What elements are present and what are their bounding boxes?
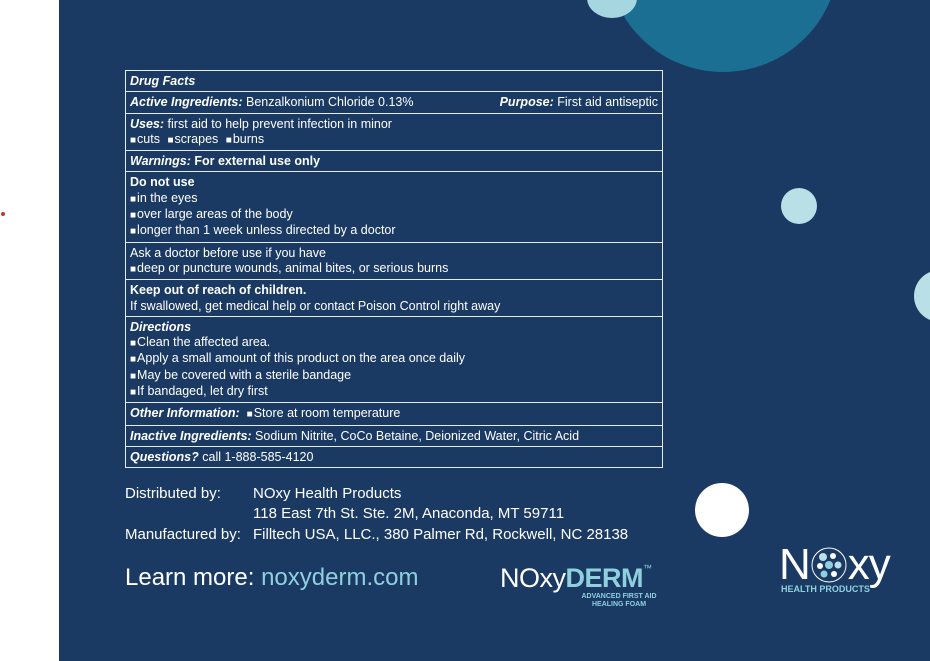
learn-more-label: Learn more:: [125, 564, 255, 591]
ask-doctor-row: [126, 243, 662, 281]
distributed-label: Distributed by:: [125, 485, 221, 502]
warnings-row: [126, 151, 662, 172]
questions-value: call 1-888-585-4120: [202, 449, 314, 464]
directions-item: ■ May be covered with a sterile bandage: [130, 368, 658, 384]
questions-row: [126, 447, 662, 467]
keep-out-text: If swallowed, get medical help or contact Poison Control right away: [130, 298, 501, 313]
decorative-circle-small: [781, 188, 817, 224]
inactive-row: [126, 426, 662, 447]
uses-item: ■ burns: [226, 132, 264, 146]
keep-out-row: [126, 280, 662, 317]
ask-doctor-title: Ask a doctor before use if you have: [130, 245, 326, 260]
do-not-use-item: ■ in the eyes: [130, 191, 658, 207]
drug-facts-table: [125, 70, 663, 468]
decorative-circle-edge: [914, 270, 930, 322]
red-dot-marker: [1, 212, 5, 216]
warnings-label: Warnings:: [130, 154, 191, 169]
uses-item: ■ cuts: [130, 132, 160, 146]
directions-item: ■ Apply a small amount of this product on the area once daily: [130, 351, 658, 367]
distributed-address: 118 East 7th St. Ste. 2M, Anaconda, MT 59711: [253, 505, 565, 522]
brand-trademark: ™: [643, 563, 652, 573]
other-label: Other Information:: [130, 406, 240, 421]
ask-doctor-item: ■ deep or puncture wounds, animal bites, or serious burns: [130, 261, 658, 277]
directions-title: Directions: [130, 319, 192, 334]
purpose-value: First aid antiseptic: [557, 95, 658, 110]
other-item: ■ Store at room temperature: [247, 406, 401, 420]
brand-name-part1: NOxy: [500, 563, 566, 593]
questions-label: Questions?: [130, 449, 199, 464]
uses-item: ■ scrapes: [167, 132, 218, 146]
purpose-label: Purpose:: [499, 95, 554, 110]
noxyderm-logo: [500, 563, 657, 608]
drug-facts-title: Drug Facts: [126, 71, 662, 92]
active-value: Benzalkonium Chloride 0.13%: [246, 95, 414, 110]
uses-text: first aid to help prevent infection in minor: [167, 116, 392, 131]
inactive-label: Inactive Ingredients:: [130, 428, 252, 443]
manufactured-block: [125, 525, 628, 545]
bubble-o-icon: [811, 547, 847, 583]
directions-item: ■ Clean the affected area.: [130, 335, 658, 351]
learn-more-link[interactable]: noxyderm.com: [261, 564, 419, 591]
warnings-text: For external use only: [194, 154, 321, 169]
learn-more: [125, 564, 418, 592]
directions-row: [126, 317, 662, 403]
directions-item: ■ If bandaged, let dry first: [130, 384, 658, 400]
keep-out-title: Keep out of reach of children.: [130, 283, 307, 298]
active-ingredients-row: [126, 92, 662, 113]
logo-letters-xy: xy: [847, 540, 890, 589]
do-not-use-item: ■ longer than 1 week unless directed by a doctor: [130, 223, 658, 239]
brand-tagline: ADVANCED FIRST AID HEALING FOAM: [581, 593, 657, 608]
distributed-name: NOxy Health Products: [253, 485, 402, 502]
logo-tagline: HEALTH PRODUCTS: [781, 584, 870, 594]
distributed-block: [125, 484, 564, 524]
do-not-use-title: Do not use: [130, 175, 195, 190]
do-not-use-row: [126, 172, 662, 242]
label-panel: [59, 0, 930, 661]
decorative-circle-white: [695, 483, 749, 537]
uses-row: [126, 114, 662, 152]
other-info-row: [126, 403, 662, 425]
noxy-health-logo: [779, 540, 890, 594]
active-label: Active Ingredients:: [130, 95, 243, 110]
decorative-circle-large: [607, 0, 839, 72]
logo-letter-n: N: [779, 540, 810, 589]
inactive-value: Sodium Nitrite, CoCo Betaine, Deionized Water, Citric Acid: [255, 428, 580, 443]
do-not-use-item: ■ over large areas of the body: [130, 207, 658, 223]
manufactured-value: Filltech USA, LLC., 380 Palmer Rd, Rockwell, NC 28138: [253, 526, 629, 543]
brand-name-part2: DERM: [565, 563, 643, 593]
uses-label: Uses:: [130, 116, 165, 131]
manufactured-label: Manufactured by:: [125, 526, 241, 543]
